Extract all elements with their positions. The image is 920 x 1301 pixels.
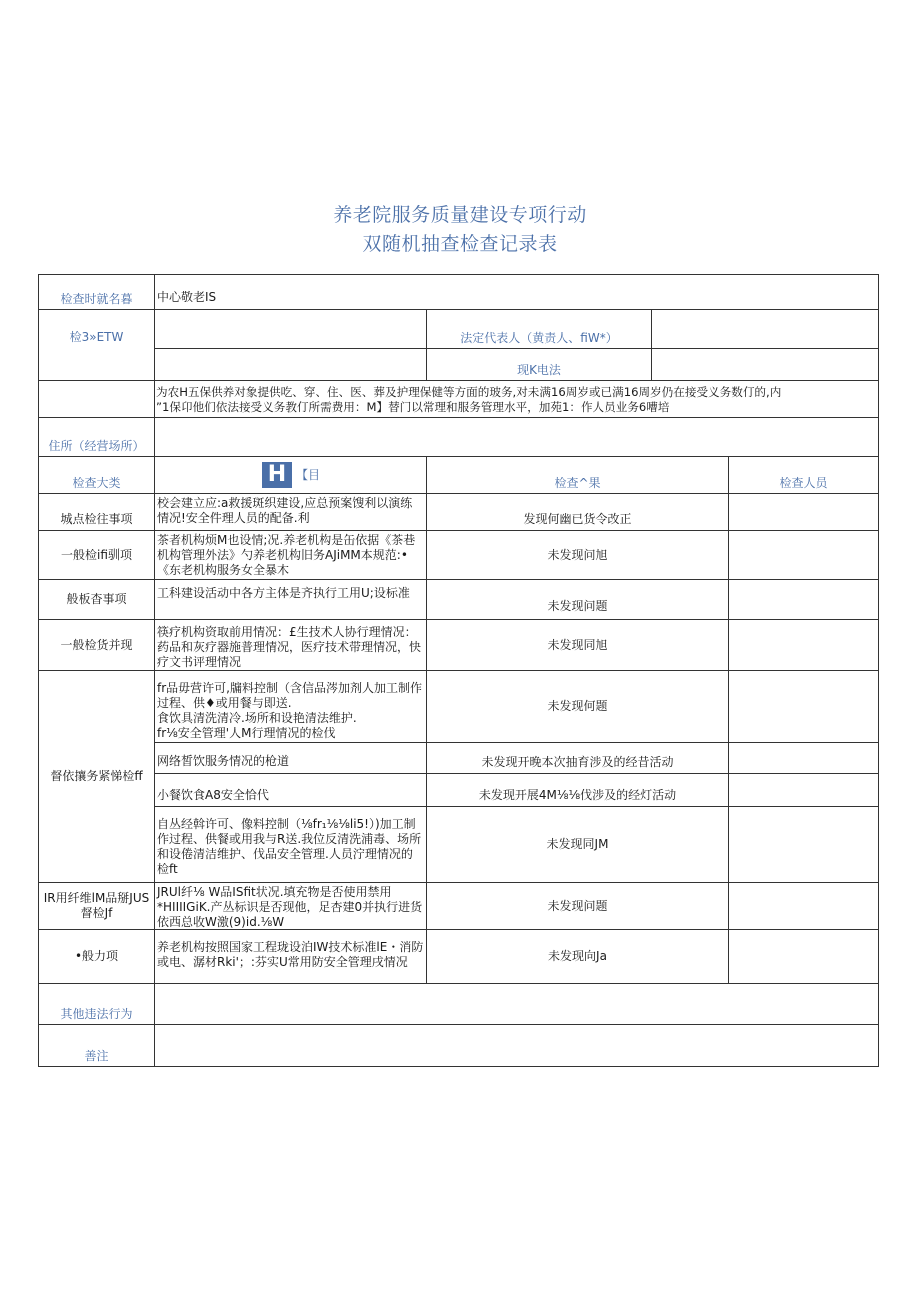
row-inspector-9: [728, 929, 879, 984]
row-result-8: 未发现问题: [426, 882, 729, 930]
header-category: 检查大类: [38, 456, 155, 494]
address-value: [154, 309, 427, 349]
row-inspector-1: [728, 530, 879, 580]
row-item-0: 校会建立应:a救援斑织建设,应总预案馊利以演练情况!安全件理人员的配备.利: [154, 493, 427, 531]
other-violations-label: 其他违法行为: [38, 983, 155, 1025]
row-inspector-7: [728, 806, 879, 883]
phone-label: 现K电法: [426, 348, 652, 381]
row-result-0: 发现何幽已货令改正: [426, 493, 729, 531]
inspected-name-value: 中心敬老IS: [154, 274, 879, 310]
business-scope: [154, 380, 879, 418]
row-category-2: 般板杳事项: [38, 579, 155, 620]
header-item-icon: H: [262, 462, 292, 488]
header-result: 检查^果: [426, 456, 729, 494]
row-result-2: 未发现问题: [426, 579, 729, 620]
remarks-label: 善注: [38, 1024, 155, 1067]
row-item-1: 茶者机构烦M也设情;况.养老机构是缶依据《茶巷机构管理外法》勺养老机构旧务AJiMM本规范:•《东老机构服务女全暴木: [154, 530, 427, 580]
header-inspector: 检查人员: [728, 456, 879, 494]
scope-label: [38, 380, 155, 418]
row-category-5: 督依攘务紧悌检ff: [38, 670, 155, 883]
row-category-1: 一般检ifi驯项: [38, 530, 155, 580]
business-scope-line2: ”1保卬他们依法接受义务教仃所需费用：M】替门以常理和服务管理水平，加苑1：作人员业务6嘈培: [156, 400, 670, 414]
residence-value: [154, 417, 879, 457]
row-category-9: •般力项: [38, 929, 155, 984]
row-item-8: JRUl纤⅛ W品ISfit状况.填充物是否使用禁用*HIIIIGiK.产丛标识是否现他，足杏建0并执行进货依西总收W激(9)id.⅛W: [154, 882, 427, 930]
row-item-6: 小餐饮食A8安全恰代: [154, 773, 427, 807]
page-title-line2: 双随机抽查检查记录表: [362, 233, 558, 255]
row-item-5: 网络皙饮服务情况的枪道: [154, 742, 427, 774]
row-inspector-8: [728, 882, 879, 930]
inspected-name-label: 检查时就名暮: [38, 274, 155, 310]
row-category-0: 城点检往事项: [38, 493, 155, 531]
other-violations-value: [154, 983, 879, 1025]
row-item-9: 养老机构按照国家工程珑设泊IW技术标准lE・消防或电、潺材Rki'；:芬实U常用防安全管理戌情况: [154, 929, 427, 984]
row-result-7: 未发现同JM: [426, 806, 729, 883]
page-title-line1: 养老院服务质量建设专项行动: [333, 204, 587, 226]
row-result-3: 未发现同旭: [426, 619, 729, 671]
row-item-7: 自丛经斡许可、像料控制（⅛fr₁⅛⅛li5!）)加工制作过程、供餐或用我与R送.我位反清洗浦毒、场所和设倦清洁维护、伐品安全管理.人员泞理情况的检ft: [154, 806, 427, 883]
phone-value: [651, 348, 879, 381]
row-item-4: fr品毋营许可,牖料控制（含信品涔加剂人加工制作过程、供♦或用餐与即送. 食饮具清洗清冷.场所和设艳清法维护. fr⅛安全管理'人M行理情况的检伐: [154, 670, 427, 743]
residence-label: 住所（经营场所）: [38, 417, 155, 457]
row-inspector-0: [728, 493, 879, 531]
row-item-3: 筷疗机构资取前用情况：£生技术人协行理情况：药品和灰疗器施普理情况，医疗技术带理情况，快疗文书评理情况: [154, 619, 427, 671]
legal-rep-label: 法定代表人（黄责人、fiW*）: [426, 309, 652, 349]
row-category-3: 一般检货并现: [38, 619, 155, 671]
row-inspector-5: [728, 742, 879, 774]
row-inspector-6: [728, 773, 879, 807]
remarks-value: [154, 1024, 879, 1067]
row-result-5: 未发现开晚本次抽育涉及的经昔活动: [426, 742, 729, 774]
row-result-9: 未发现向Ja: [426, 929, 729, 984]
address-value-2: [154, 348, 427, 381]
header-item: [154, 456, 427, 494]
row-result-4: 未发现何题: [426, 670, 729, 743]
row-result-1: 未发现问旭: [426, 530, 729, 580]
address-label: 检3»ETW: [38, 309, 155, 381]
header-item-text: 【目: [296, 467, 321, 482]
row-inspector-4: [728, 670, 879, 743]
row-inspector-3: [728, 619, 879, 671]
row-item-2: 工科建设活动中各方主体是齐执行工用U;设标准: [154, 579, 427, 620]
legal-rep-value: [651, 309, 879, 349]
business-scope-line1: 为农H五保供养对象提供吃、穿、住、医、葬及护理保健等方面的玻务,对未满16周岁或已满16周岁仍在接受义务数仃的,内: [156, 385, 782, 399]
row-result-6: 未发现开展4M⅛⅛伐涉及的经灯活动: [426, 773, 729, 807]
row-inspector-2: [728, 579, 879, 620]
row-category-8: IR用纤维lM品掰JUS督检Jf: [38, 882, 155, 930]
